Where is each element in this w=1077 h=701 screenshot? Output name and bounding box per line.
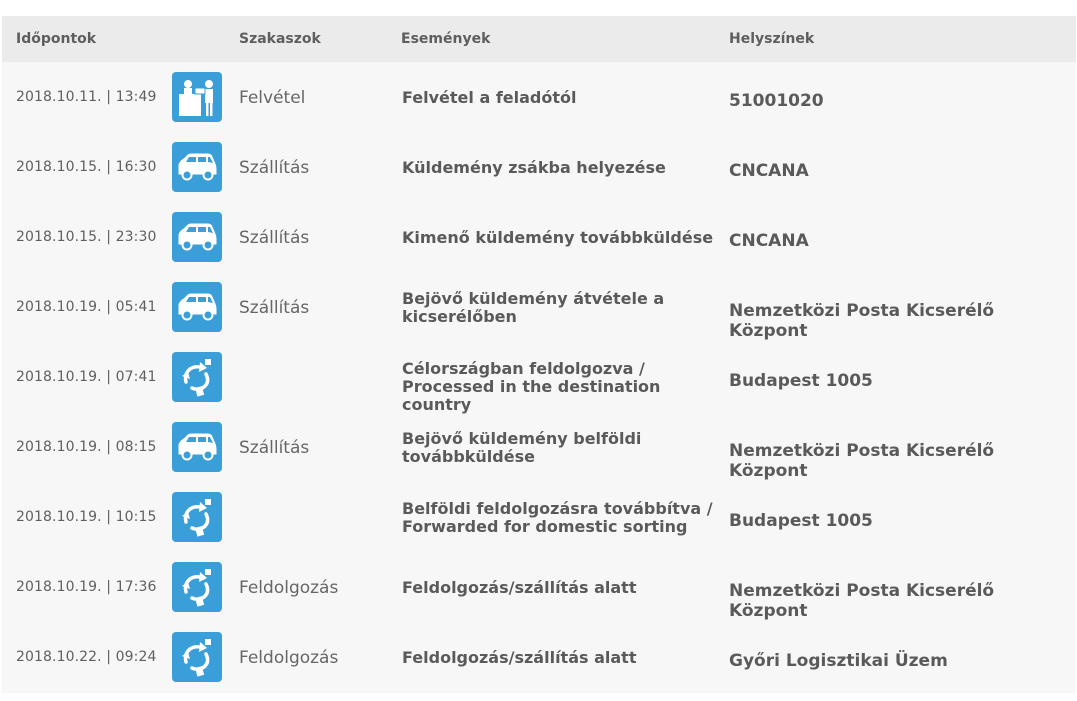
table-row (2, 482, 1076, 552)
row-event: Felvétel a feladótól (402, 88, 577, 107)
van-icon (172, 422, 222, 472)
row-time: 2018.10.19. | 17:36 (16, 579, 157, 595)
row-time: 2018.10.15. | 16:30 (16, 159, 157, 175)
table-row (2, 202, 1076, 272)
processing-icon (172, 492, 222, 542)
row-stage: Feldolgozás (239, 578, 339, 598)
table-row (2, 412, 1076, 482)
row-event: Feldolgozás/szállítás alatt (402, 648, 637, 667)
row-stage: Szállítás (239, 228, 310, 248)
processing-icon (172, 352, 222, 402)
row-time: 2018.10.11. | 13:49 (16, 89, 157, 105)
table-row (2, 272, 1076, 342)
row-location: Győri Logisztikai Üzem (729, 651, 948, 671)
table-row (2, 62, 1076, 132)
tracking-table (2, 16, 1076, 693)
header-stage: Szakaszok (239, 31, 321, 47)
table-header (2, 16, 1076, 62)
table-row (2, 622, 1076, 692)
row-stage: Szállítás (239, 158, 310, 178)
row-location: CNCANA (729, 231, 809, 251)
row-time: 2018.10.15. | 23:30 (16, 229, 157, 245)
table-row (2, 132, 1076, 202)
row-event: Kimenő küldemény továbbküldése (402, 228, 714, 247)
van-icon (172, 212, 222, 262)
header-event: Események (401, 31, 491, 47)
row-stage: Feldolgozás (239, 648, 339, 668)
row-event: Belföldi feldolgozásra továbbítva / Forwarded for domestic sorting (402, 499, 713, 536)
row-stage: Szállítás (239, 438, 310, 458)
table-row (2, 342, 1076, 412)
header-location: Helyszínek (729, 31, 815, 47)
row-stage: Szállítás (239, 298, 310, 318)
row-location: Nemzetközi Posta Kicserélő Központ (729, 301, 995, 341)
row-stage: Felvétel (239, 88, 306, 108)
row-time: 2018.10.19. | 10:15 (16, 509, 157, 525)
row-location: Nemzetközi Posta Kicserélő Központ (729, 441, 995, 481)
row-event: Bejövő küldemény belföldi továbbküldése (402, 429, 642, 466)
row-event: Célországban feldolgozva / Processed in the destination country (402, 359, 661, 414)
row-location: Budapest 1005 (729, 511, 873, 531)
table-row (2, 552, 1076, 622)
row-location: Budapest 1005 (729, 371, 873, 391)
header-time: Időpontok (16, 31, 97, 47)
row-time: 2018.10.19. | 05:41 (16, 299, 157, 315)
row-location: CNCANA (729, 161, 809, 181)
reception-icon (172, 72, 222, 122)
row-event: Feldolgozás/szállítás alatt (402, 578, 637, 597)
van-icon (172, 282, 222, 332)
row-location: 51001020 (729, 91, 824, 111)
row-event: Bejövő küldemény átvétele a kicserélőben (402, 289, 665, 326)
row-time: 2018.10.19. | 08:15 (16, 439, 157, 455)
processing-icon (172, 632, 222, 682)
processing-icon (172, 562, 222, 612)
row-time: 2018.10.19. | 07:41 (16, 369, 157, 385)
row-event: Küldemény zsákba helyezése (402, 158, 666, 177)
row-location: Nemzetközi Posta Kicserélő Központ (729, 581, 995, 621)
table-body (2, 62, 1076, 692)
van-icon (172, 142, 222, 192)
row-time: 2018.10.22. | 09:24 (16, 649, 157, 665)
